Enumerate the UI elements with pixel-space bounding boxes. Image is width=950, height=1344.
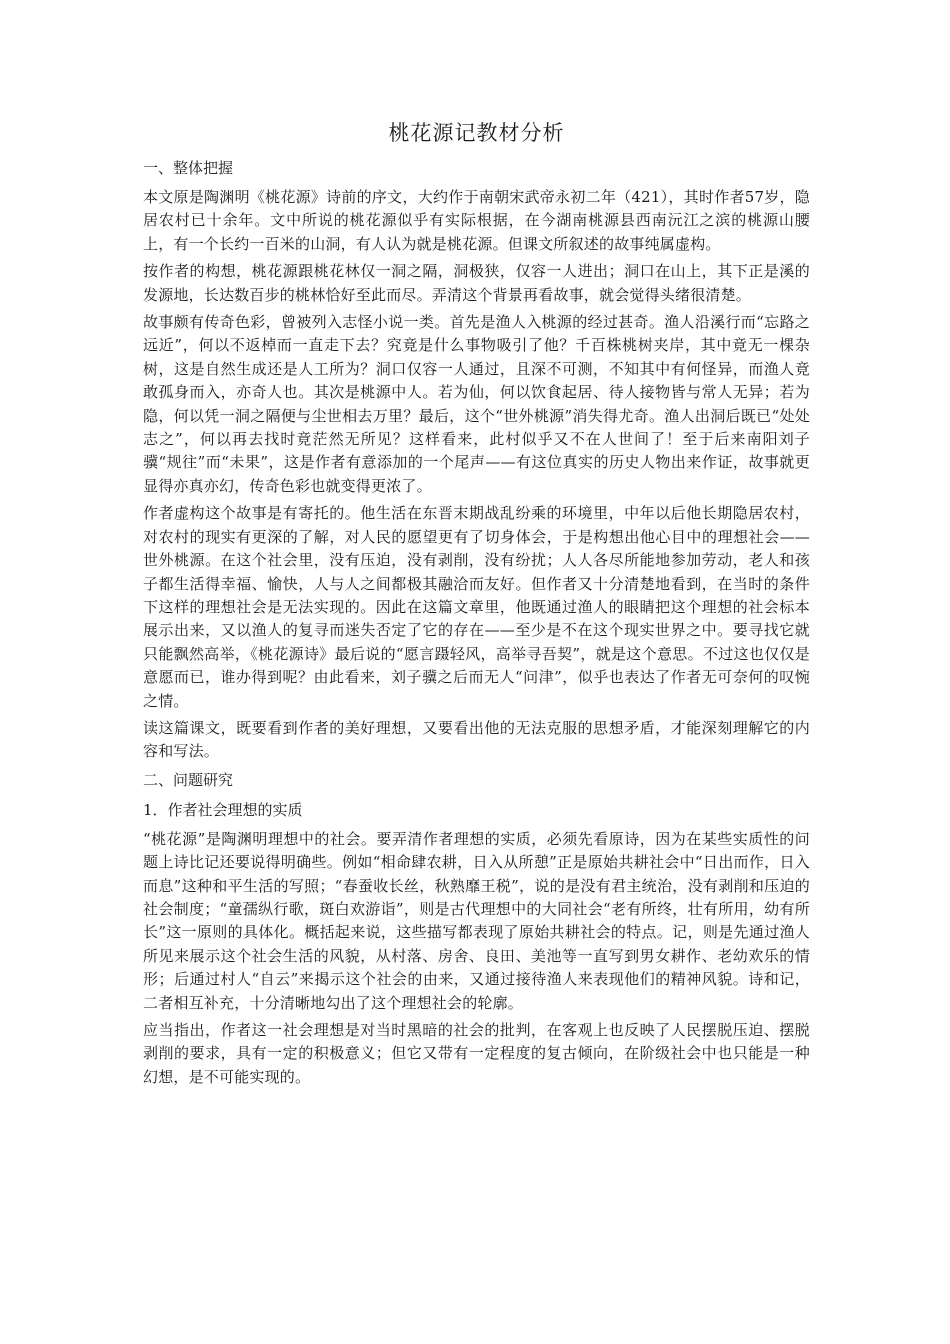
paragraph: 故事颇有传奇色彩，曾被列入志怪小说一类。首先是渔人入桃源的经过甚奇。渔人沿溪行而“忘路之远近”，何以不返棹而一直走下去？究竟是什么事物吸引了他？千百株桃树夹岸，其中竟无一棵杂树，这是自然生成还是人工所为？洞口仅容一人通过，且深不可测，不知其中有何怪异，而渔人竟敢孤身而入，亦奇人也。其次是桃源中人。若为仙，何以饮食起居、待人接物皆与常人无异；若为隐，何以凭一洞之隔便与尘世相去万里？最后，这个“世外桃源”消失得尤奇。渔人出洞后既已“处处志之”，何以再去找时竟茫然无所见？这样看来，此村似乎又不在人世间了！至于后来南阳刘子骥“规往”而“未果”，这是作者有意添加的一个尾声——有这位真实的历史人物出来作证，故事就更显得亦真亦幻，传奇色彩也就变得更浓了。 bbox=[143, 313, 810, 495]
paragraph: 应当指出，作者这一社会理想是对当时黑暗的社会的批判，在客观上也反映了人民摆脱压迫、摆脱剥削的要求，具有一定的积极意义；但它又带有一定程度的复古倾向，在阶级社会中也只能是一种幻想，是不可能实现的。 bbox=[143, 1021, 810, 1086]
paragraph: 作者虚构这个故事是有寄托的。他生活在东晋末期战乱纷乘的环境里，中年以后他长期隐居农村，对农村的现实有更深的了解，对人民的愿望更有了切身体会，于是构想出他心目中的理想社会——世外桃源。在这个社会里，没有压迫，没有剥削，没有纷扰；人人各尽所能地参加劳动，老人和孩子都生活得幸福、愉快，人与人之间都极其融洽而友好。但作者又十分清楚地看到，在当时的条件下这样的理想社会是无法实现的。因此在这篇文章里，他既通过渔人的眼睛把这个理想的社会标本展示出来，又以渔人的复寻而迷失否定了它的存在——至少是不在这个现实世界之中。要寻找它就只能飘然高举，《桃花源诗》最后说的“愿言蹑轻风，高举寻吾契”，就是这个意思。不过这也仅仅是意愿而已，谁办得到呢？由此看来，刘子骥之后而无人“问津”，似乎也表达了作者无可奈何的叹惋之情。 bbox=[143, 504, 810, 710]
section-heading-research: 二、问题研究 bbox=[143, 770, 234, 789]
paragraph: “桃花源”是陶渊明理想中的社会。要弄清作者理想的实质，必须先看原诗，因为在某些实质性的问题上诗比记还要说得明确些。例如“相命肆农耕，日入从所憩”正是原始共耕社会中“日出而作，日入而息”这种和平生活的写照；“春蚕收长丝，秋熟靡王税”，说的是没有君主统治，没有剥削和压迫的社会制度；“童孺纵行歌，斑白欢游诣”，则是古代理想中的大同社会“老有所终，壮有所用，幼有所长”这一原则的具体化。概括起来说，这些描写都表现了原始共耕社会的特点。记，则是先通过渔人所见来展示这个社会生活的风貌，从村落、房舍、良田、美池等一直写到男女耕作、老幼欢乐的情形；后通过村人“自云”来揭示这个社会的由来，又通过接待渔人来表现他们的精神风貌。诗和记，二者相互补充，十分清晰地勾出了这个理想社会的轮廓。 bbox=[143, 829, 810, 1012]
section-heading-overall: 一、整体把握 bbox=[143, 159, 234, 177]
paragraph: 本文原是陶渊明《桃花源》诗前的序文，大约作于南朝宋武帝永初二年（421），其时作者57岁，隐居农村已十余年。文中所说的桃花源似乎有实际根据，在今湖南桃源县西南沅江之滨的桃源山腰上，有一个长约一百米的山洞，有人认为就是桃花源。但课文所叙述的故事纯属虚构。 bbox=[143, 188, 810, 253]
paragraph: 按作者的构想，桃花源跟桃花林仅一洞之隔，洞极狭，仅容一人进出；洞口在山上，其下正是溪的发源地，长达数百步的桃林恰好至此而尽。弄清这个背景再看故事，就会觉得头绪很清楚。 bbox=[143, 262, 810, 304]
paragraph: 读这篇课文，既要看到作者的美好理想，又要看出他的无法克服的思想矛盾，才能深刻理解它的内容和写法。 bbox=[143, 718, 810, 761]
document-title: 桃花源记教材分析 bbox=[388, 121, 565, 145]
document-page bbox=[143, 118, 810, 1093]
subsection-heading: 1．作者社会理想的实质 bbox=[143, 800, 303, 819]
